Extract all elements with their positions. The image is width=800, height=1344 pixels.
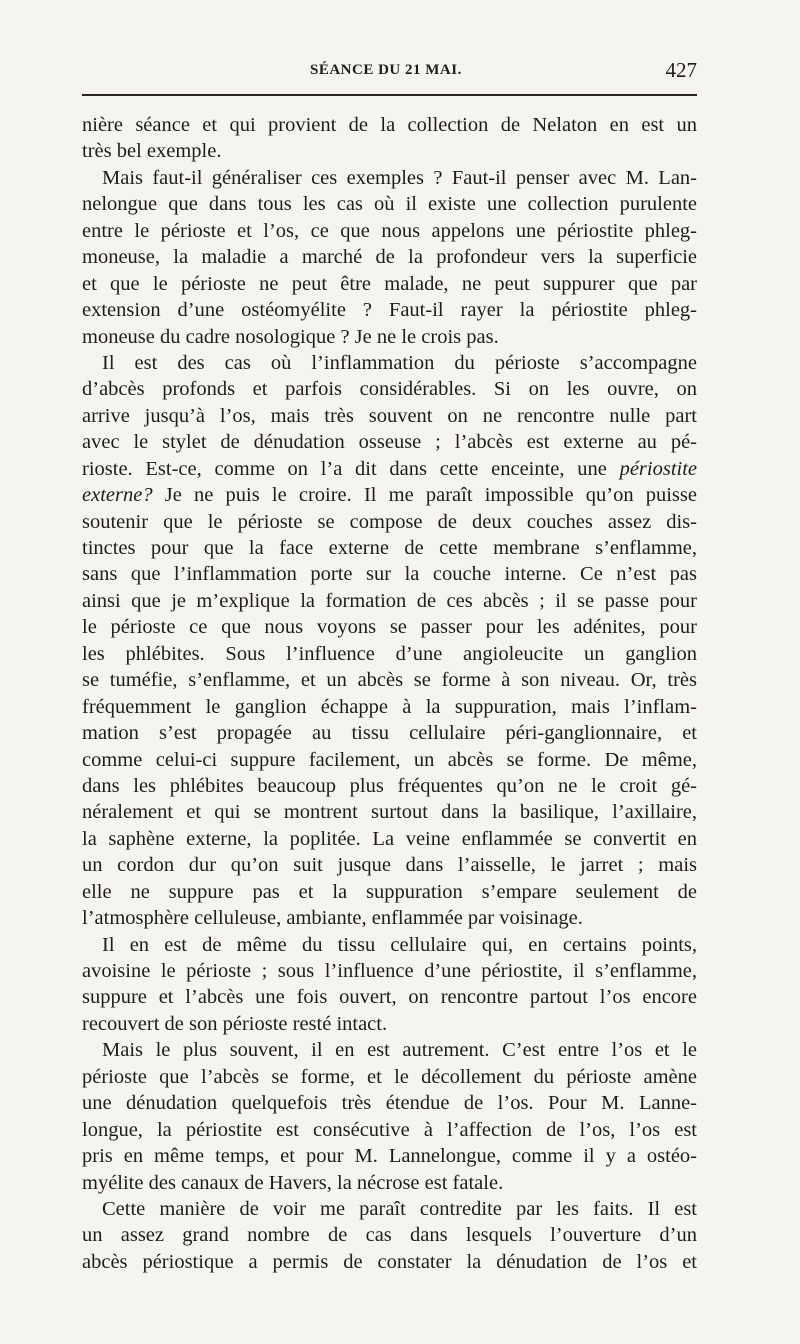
line-text: Il est des cas où l’inflammation du périoste s’accompagne	[102, 351, 697, 374]
text-line	[82, 826, 697, 852]
line-text: extension d’une ostéomyélite ? Faut-il rayer la périostite phleg-	[82, 299, 697, 322]
text-line	[82, 720, 697, 746]
line-text: entre le périoste et l’os, ce que nous appelons une périostite phleg-	[82, 219, 697, 242]
text-line	[82, 852, 697, 878]
text-line	[82, 905, 697, 931]
text-line	[82, 1222, 697, 1248]
line-text: un assez grand nombre de cas dans lesquels l’ouverture d’un	[82, 1224, 697, 1247]
line-text: nière séance et qui provient de la collection de Nelaton en est un	[82, 114, 697, 136]
text-line	[82, 429, 697, 455]
page-header	[82, 58, 697, 88]
text-line	[82, 984, 697, 1010]
line-text: suppure et l’abcès une fois ouvert, on rencontre partout l’os encore	[82, 986, 697, 1009]
line-text: Je ne puis le croire. Il me paraît impossible qu’on puisse	[152, 484, 697, 507]
line-text: longue, la périostite est consécutive à l’affection de l’os, l’os est	[82, 1118, 697, 1141]
line-text: très bel exemple.	[82, 140, 222, 163]
text-line	[82, 588, 697, 614]
line-text: se tuméfie, s’enflamme, et un abcès se forme à son niveau. Or, très	[82, 669, 697, 692]
line-text: Cette manière de voir me paraît contredite par les faits. Il est	[102, 1197, 697, 1220]
line-text: une dénudation quelquefois très étendue de l’os. Pour M. Lanne-	[82, 1092, 697, 1115]
text-line	[82, 482, 697, 508]
text-line	[82, 799, 697, 825]
running-head: SÉANCE DU 21 MAI.	[310, 62, 462, 78]
text-line	[82, 297, 697, 323]
line-text: moneuse, la maladie a marché de la profondeur vers la superficie	[82, 246, 697, 269]
line-text: néralement et qui se montrent surtout dans la basilique, l’axillaire,	[82, 801, 697, 824]
line-text: un cordon dur qu’on suit jusque dans l’aisselle, le jarret ; mais	[82, 854, 697, 877]
text-line	[82, 350, 697, 376]
text-line	[82, 244, 697, 270]
line-text: abcès périostique a permis de constater la dénudation de l’os et	[82, 1250, 697, 1273]
text-line	[82, 1170, 697, 1196]
line-text: soutenir que le périoste se compose de deux couches assez dis-	[82, 510, 697, 533]
line-text: sans que l’inflammation porte sur la couche interne. Ce n’est pas	[82, 563, 697, 586]
text-line	[82, 1196, 697, 1222]
text-line	[82, 879, 697, 905]
text-line	[82, 324, 697, 350]
line-text: mation s’est propagée au tissu cellulaire péri-ganglionnaire, et	[82, 722, 697, 745]
text-line	[82, 138, 697, 164]
text-line	[82, 561, 697, 587]
text-line	[82, 1117, 697, 1143]
text-line	[82, 747, 697, 773]
line-text: Mais le plus souvent, il en est autrement. C’est entre l’os et le	[102, 1039, 697, 1062]
text-line	[82, 1249, 697, 1275]
text-line	[82, 112, 697, 138]
text-line	[82, 773, 697, 799]
text-line	[82, 958, 697, 984]
line-text: dans les phlébites beaucoup plus fréquentes qu’on ne le croit gé-	[82, 774, 697, 797]
text-line	[82, 932, 697, 958]
line-text: Il en est de même du tissu cellulaire qui, en certains points,	[102, 933, 697, 956]
text-line	[82, 218, 697, 244]
text-line	[82, 509, 697, 535]
line-text: nelongue que dans tous les cas où il existe une collection purulente	[82, 193, 697, 216]
line-text: tinctes pour que la face externe de cette membrane s’enflamme,	[82, 537, 697, 559]
line-text: fréquemment le ganglion échappe à la suppuration, mais l’inflam-	[82, 695, 697, 718]
line-text: myélite des canaux de Havers, la nécrose est fatale.	[82, 1171, 504, 1194]
page-number: 427	[665, 58, 697, 82]
line-text: d’abcès profonds et parfois considérables. Si on les ouvre, on	[82, 378, 697, 401]
text-line	[82, 376, 697, 402]
line-text: rioste. Est-ce, comme on l’a dit dans cette enceinte, une	[82, 457, 620, 480]
line-text: le périoste ce que nous voyons se passer pour les adénites, pour	[82, 616, 697, 639]
text-line	[82, 191, 697, 217]
text-line	[82, 271, 697, 297]
line-text: moneuse du cadre nosologique ? Je ne le crois pas.	[82, 325, 499, 348]
text-line	[82, 614, 697, 640]
line-text: comme celui-ci suppure facilement, un abcès se forme. De même,	[82, 748, 697, 771]
line-text: avoisine le périoste ; sous l’influence d’une périostite, il s’enflamme,	[82, 960, 697, 982]
text-line	[82, 456, 697, 482]
text-line	[82, 403, 697, 429]
line-text: et que le périoste ne peut être malade, ne peut suppurer que par	[82, 272, 697, 295]
text-line	[82, 694, 697, 720]
line-text: avec le stylet de dénudation osseuse ; l’abcès est externe au pé-	[82, 431, 697, 454]
line-text: les phlébites. Sous l’influence d’une angioleucite un ganglion	[82, 642, 697, 665]
line-text: ainsi que je m’explique la formation de ces abcès ; il se passe pour	[82, 589, 697, 612]
line-text: l’atmosphère celluleuse, ambiante, enflammée par voisinage.	[82, 907, 583, 930]
line-text: la saphène externe, la poplitée. La veine enflammée se convertit en	[82, 827, 697, 850]
italic-text: périostite	[619, 457, 697, 480]
text-line	[82, 165, 697, 191]
body-text	[82, 112, 697, 1275]
text-line	[82, 1143, 697, 1169]
text-line	[82, 641, 697, 667]
text-line	[82, 1037, 697, 1063]
line-text: arrive jusqu’à l’os, mais très souvent on ne rencontre nulle part	[82, 404, 697, 427]
italic-text: externe?	[82, 484, 153, 507]
text-line	[82, 1064, 697, 1090]
text-line	[82, 1011, 697, 1037]
line-text: recouvert de son périoste resté intact.	[82, 1012, 388, 1035]
line-text: pris en même temps, et pour M. Lannelongue, comme il y a ostéo-	[82, 1145, 697, 1168]
line-text: Mais faut-il généraliser ces exemples ? Faut-il penser avec M. Lan-	[102, 166, 697, 189]
header-rule	[82, 94, 697, 96]
line-text: périoste que l’abcès se forme, et le décollement du périoste amène	[82, 1065, 697, 1088]
text-line	[82, 1090, 697, 1116]
text-line	[82, 535, 697, 561]
text-line	[82, 667, 697, 693]
line-text: elle ne suppure pas et la suppuration s’empare seulement de	[82, 880, 697, 903]
